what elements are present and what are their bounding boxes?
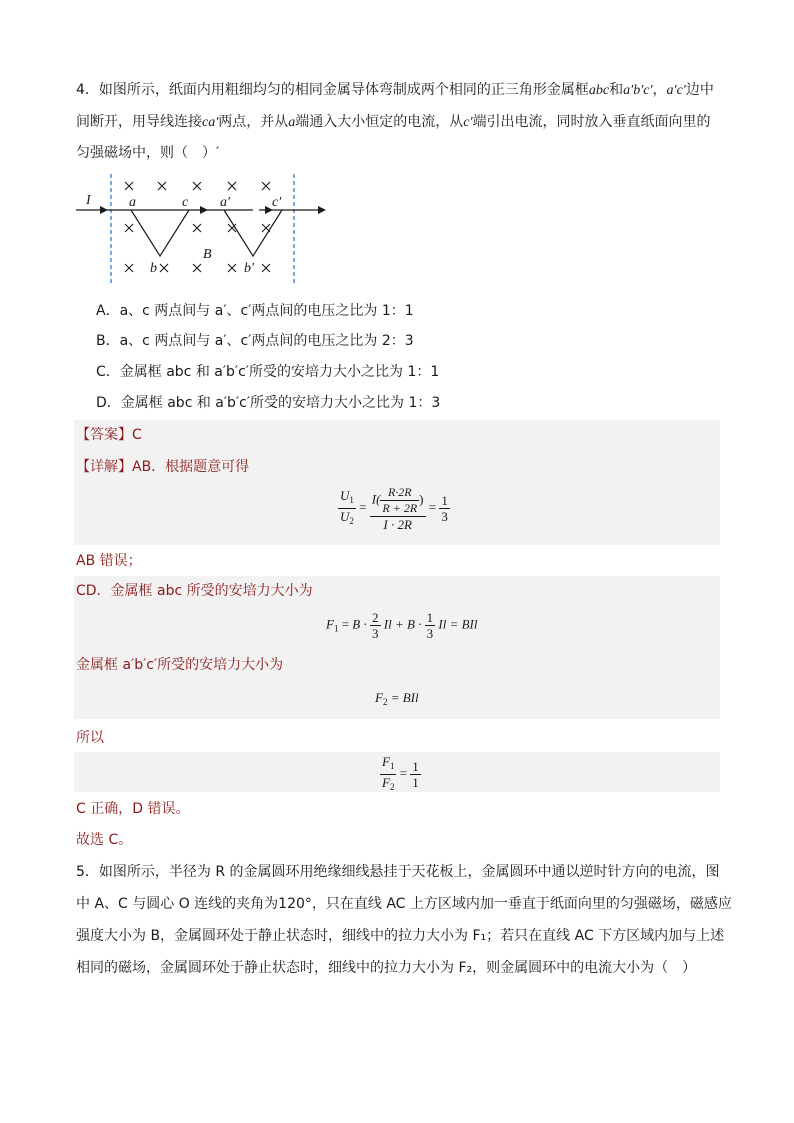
text: 边中	[685, 82, 714, 98]
sub: 1	[349, 495, 354, 505]
c-right: C 正确，D 错误。	[76, 801, 190, 817]
label-I: I	[86, 193, 91, 208]
text: 4．如图所示，纸面内用粗细均匀的相同金属导体弯制成两个相同的正三角形金属框	[76, 82, 589, 98]
frac-main	[370, 485, 426, 532]
formula-force-ratio	[380, 754, 421, 795]
formula-f2	[375, 690, 419, 707]
den-main: I · 2R	[383, 517, 412, 532]
label-b: b	[150, 261, 157, 276]
text: c′	[463, 115, 473, 130]
text: 端通入大小恒定的电流，从	[295, 114, 464, 130]
text: a′b′c′	[623, 83, 653, 98]
frac-inner	[380, 485, 419, 516]
arrow-in	[100, 206, 108, 214]
frac-one-third	[439, 493, 450, 524]
text: ，	[652, 82, 667, 98]
label-c-prime: c′	[272, 195, 282, 210]
q5-line-1: 5．如图所示，半径为 R 的金属圆环用绝缘细线悬挂于天花板上，金属圆环中通以逆时针方向的电流，图	[76, 864, 720, 880]
label-a: a	[129, 195, 136, 210]
eq: =	[341, 616, 350, 632]
f2-head: 金属框 a′b′c′所受的安培力大小为	[76, 657, 284, 673]
eq: =	[428, 499, 437, 515]
suoyi: 所以	[76, 730, 104, 746]
sub: 2	[389, 782, 395, 792]
three: 3	[372, 626, 379, 641]
one: 1	[441, 493, 448, 508]
option-d: D．金属框 abc 和 a′b′c′所受的安培力大小之比为 1：3	[96, 395, 441, 411]
text: 间断开，用导线连接	[76, 114, 202, 130]
option-c: C．金属框 abc 和 a′b′c′所受的安培力大小之比为 1：1	[96, 364, 440, 380]
detail-head: 【详解】AB．根据题意可得	[76, 459, 250, 475]
arrow-out	[318, 206, 326, 214]
one: 1	[412, 775, 419, 790]
f1: F	[382, 754, 390, 769]
f2-lhs: F	[375, 690, 383, 705]
ab-wrong: AB 错误；	[76, 553, 142, 569]
q5-line-3: 强度大小为 B，金属圆环处于静止状态时，细线中的拉力大小为 F₁；若只在直线 AC 下方区域内加与上述	[76, 928, 725, 944]
option-b: B．a、c 两点间与 a′、c′两点间的电压之比为 2：3	[96, 333, 414, 349]
q5-line-2: 中 A、C 与圆心 O 连线的夹角为120°，只在直线 AC 上方区域内加一垂直于纸面向里的匀强磁场，磁感应	[76, 896, 732, 912]
answer-label: 【答案】C	[76, 427, 142, 443]
sub: 2	[382, 697, 388, 707]
two: 2	[372, 610, 379, 625]
outer-close: )	[419, 491, 424, 507]
eq: =	[359, 499, 367, 515]
text: 和	[609, 82, 624, 98]
text: abc	[588, 83, 610, 98]
q5-line-4: 相同的磁场，金属圆环处于静止状态时，细线中的拉力大小为 F₂，则金属圆环中的电流大小为（ ）	[76, 960, 697, 976]
term: Il = BIl	[438, 616, 478, 632]
u2: U	[340, 509, 350, 524]
inner-num: R·2R	[380, 485, 419, 501]
q4-figure	[76, 172, 336, 284]
triangle-a1b1c1	[224, 210, 282, 256]
eq: =	[399, 765, 408, 781]
frac-u	[338, 488, 356, 529]
text: a	[288, 115, 296, 130]
frac-one-one	[410, 759, 421, 790]
frac-f	[380, 754, 396, 795]
outer-i: I(	[371, 491, 381, 507]
triangle-abc	[131, 210, 189, 256]
one: 1	[426, 610, 434, 625]
text: 端引出电流，同时放入垂直纸面向里的	[472, 114, 711, 130]
frac-two-thirds	[370, 610, 381, 641]
cd-head: CD．金属框 abc 所受的安培力大小为	[76, 583, 313, 599]
f1-lhs: F	[326, 616, 334, 632]
option-a: A．a、c 两点间与 a′、c′两点间的电压之比为 1：1	[96, 303, 414, 319]
one: 1	[412, 759, 419, 774]
field-crosses	[125, 182, 270, 272]
label-b-prime: b′	[244, 261, 255, 276]
q4-stem-line-1	[76, 79, 714, 102]
gu: 故选 C。	[76, 832, 133, 848]
text: 两点，并从	[218, 114, 289, 130]
text: ca′	[202, 115, 219, 130]
inner-den: R + 2R	[382, 501, 418, 515]
sub: 1	[389, 761, 395, 771]
q4-stem-line-3: 匀强磁场中，则（ ）′	[76, 145, 220, 161]
formula-f1	[326, 610, 478, 641]
q4-stem-line-2	[76, 111, 711, 134]
frac-one-third	[425, 610, 436, 641]
label-B: B	[203, 247, 212, 262]
f2: F	[382, 775, 390, 790]
term: Il + B ·	[383, 616, 422, 632]
label-a-prime: a′	[220, 195, 231, 210]
u1: U	[340, 488, 350, 503]
term: B ·	[352, 616, 367, 632]
arrow-mid	[200, 206, 208, 214]
label-c: c	[182, 195, 189, 210]
three: 3	[426, 626, 434, 641]
formula-voltage-ratio	[338, 485, 450, 532]
text: a′c′	[666, 83, 686, 98]
sub: 2	[349, 516, 354, 526]
sub: 1	[333, 623, 339, 634]
three: 3	[441, 509, 448, 524]
f2-rhs: = BIl	[390, 690, 419, 705]
